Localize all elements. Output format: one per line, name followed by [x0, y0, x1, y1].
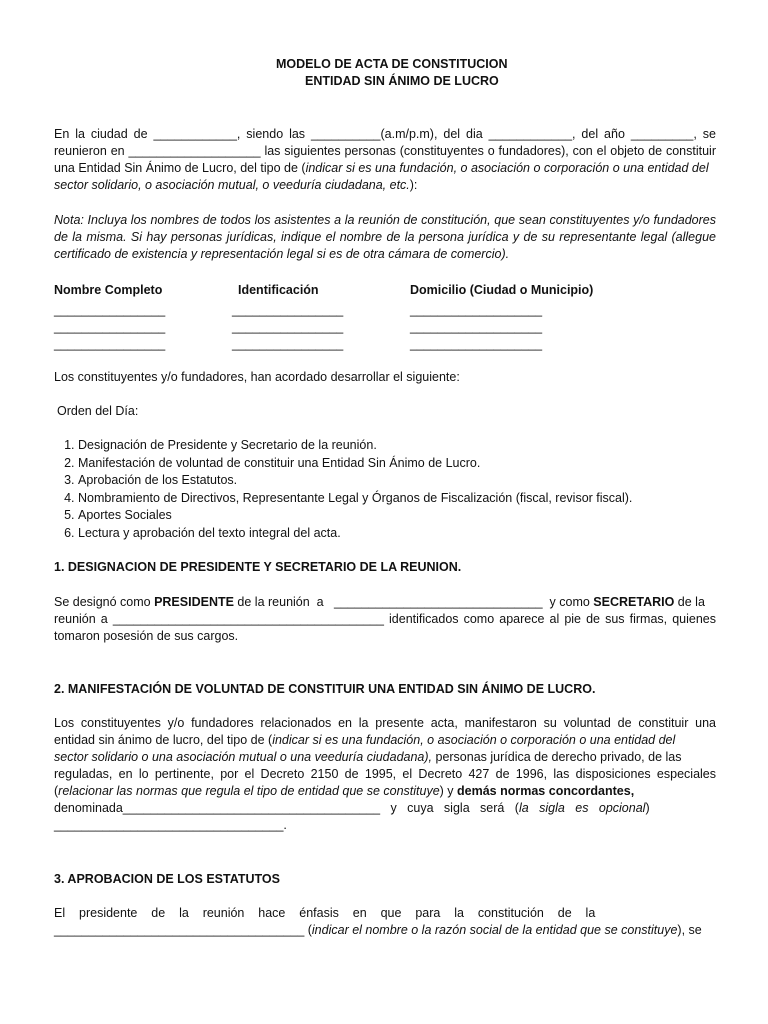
agenda-item-5: 5. Aportes Sociales: [78, 507, 632, 525]
intro-line-3-text: una Entidad Sin Ánimo de Lucro, del tipo de (: [54, 161, 306, 175]
agreement-text: Los constituyentes y/o fundadores, han acordado desarrollar el siguiente:: [54, 370, 460, 384]
blank-identificacion-3: ________________: [232, 337, 344, 351]
section2-line5-d: demás normas concordantes,: [457, 784, 635, 798]
intro-line-1: En la ciudad de ____________, siendo las __________(a.m/p.m), del dia ____________, del año _________, se: [54, 127, 716, 141]
column-header-identificacion: Identificación: [238, 283, 319, 297]
section2-line3-b: personas jurídica de derecho privado, de las: [432, 750, 682, 764]
document-title-line2: ENTIDAD SIN ÁNIMO DE LUCRO: [305, 74, 499, 88]
intro-line-2: reunieron en ___________________ las siguientes personas (constituyentes o fundadores), con el objeto de constituir: [54, 144, 716, 158]
section2-line6-b: la sigla es opcional: [518, 801, 646, 815]
section2-line-2: [54, 732, 675, 750]
section2-line2-a: entidad sin ánimo de lucro, del tipo de (: [54, 733, 273, 747]
agenda-item-4: 4. Nombramiento de Directivos, Representante Legal y Órganos de Fiscalización (fiscal, revisor fiscal).: [78, 490, 632, 508]
section1-line-2: reunión a _______________________________________ identificados como aparece al pie de sus firmas, quienes: [54, 612, 716, 626]
blank-identificacion-1: ________________: [232, 303, 344, 317]
intro-line-3: [54, 160, 716, 178]
agenda-title: Orden del Día:: [57, 404, 139, 418]
section2-line-4: reguladas, en lo pertinente, por el Decreto 2150 de 1995, el Decreto 427 de 1996, las disposiciones especiales: [54, 767, 716, 781]
section1-presidente: PRESIDENTE: [154, 595, 234, 609]
section1-line1-c: de la reunión a ______________________________ y como: [233, 595, 594, 609]
section2-line-1: Los constituyentes y/o fundadores relacionados en la presente acta, manifestaron su voluntad de constituir una: [54, 716, 716, 730]
section1-secretario: SECRETARIO: [593, 595, 675, 609]
intro-line-4: [54, 177, 417, 195]
section3-line-2: [54, 922, 702, 940]
note-line-2: de la misma. Si hay personas jurídicas, indique el nombre de la persona jurídica y de su representante legal (allegue: [54, 230, 716, 244]
section3-heading: 3. APROBACION DE LOS ESTATUTOS: [54, 872, 280, 886]
section3-line2-b: indicar el nombre o la razón social de la entidad que se constituye: [311, 923, 678, 937]
section2-heading: 2. MANIFESTACIÓN DE VOLUNTAD DE CONSTITUIR UNA ENTIDAD SIN ÁNIMO DE LUCRO.: [54, 682, 596, 696]
section1-line1-a: Se designó como: [54, 595, 155, 609]
blank-domicilio-2: ___________________: [410, 320, 543, 334]
section2-line-7: _________________________________.: [54, 818, 287, 832]
section2-line6-c: ): [645, 801, 650, 815]
column-header-domicilio: Domicilio (Ciudad o Municipio): [410, 283, 594, 297]
agenda-list: [54, 437, 632, 542]
section2-line5-a: (: [54, 784, 59, 798]
blank-domicilio-1: ___________________: [410, 303, 543, 317]
agenda-item-1: 1. Designación de Presidente y Secretario de la reunión.: [78, 437, 632, 455]
agenda-item-3: 3. Aprobación de los Estatutos.: [78, 472, 632, 490]
section3-line2-c: ), se: [677, 923, 702, 937]
intro-line-3-italic: indicar si es una fundación, o asociación o corporación o una entidad del: [305, 161, 709, 175]
note-line-1: Nota: Incluya los nombres de todos los asistentes a la reunión de constitución, que sean constituyentes y/o fundadores: [54, 213, 716, 227]
blank-nombre-1: ________________: [54, 303, 166, 317]
section1-heading: 1. DESIGNACION DE PRESIDENTE Y SECRETARIO DE LA REUNION.: [54, 560, 462, 574]
section2-line2-b: indicar si es una fundación, o asociación o corporación o una entidad del: [272, 733, 676, 747]
intro-line-4-end: ):: [409, 178, 418, 192]
section2-line-3: [54, 749, 681, 767]
section2-line3-a: sector solidario o una asociación mutual o una veeduría ciudadana),: [54, 750, 433, 764]
section1-line1-e: de la: [674, 595, 705, 609]
intro-line-4-italic: sector solidario, o asociación mutual, o veeduría ciudadana, etc.: [54, 178, 410, 192]
blank-domicilio-3: ___________________: [410, 337, 543, 351]
section2-line5-c: ) y: [439, 784, 458, 798]
note-line-3: certificado de existencia y representación legal si es de otra cámara de comercio).: [54, 247, 510, 261]
section2-line6-a: denominada_____________________________________ y cuya sigla será (: [54, 801, 519, 815]
section2-line5-b: relacionar las normas que regula el tipo de entidad que se constituye: [58, 784, 440, 798]
section2-line-6: [54, 800, 650, 818]
section3-line-1: El presidente de la reunión hace énfasis en que para la constitución de la: [54, 906, 596, 920]
section1-line-3: tomaron posesión de sus cargos.: [54, 629, 239, 643]
section1-line-1: [54, 594, 716, 612]
section3-line2-a: ____________________________________ (: [54, 923, 312, 937]
column-header-nombre: Nombre Completo: [54, 283, 163, 297]
agenda-item-2: 2. Manifestación de voluntad de constituir una Entidad Sin Ánimo de Lucro.: [78, 455, 632, 473]
blank-nombre-2: ________________: [54, 320, 166, 334]
agenda-item-6: 6. Lectura y aprobación del texto integral del acta.: [78, 525, 632, 543]
document-title-line1: MODELO DE ACTA DE CONSTITUCION: [276, 57, 508, 71]
section2-line-5: [54, 783, 634, 801]
blank-nombre-3: ________________: [54, 337, 166, 351]
blank-identificacion-2: ________________: [232, 320, 344, 334]
